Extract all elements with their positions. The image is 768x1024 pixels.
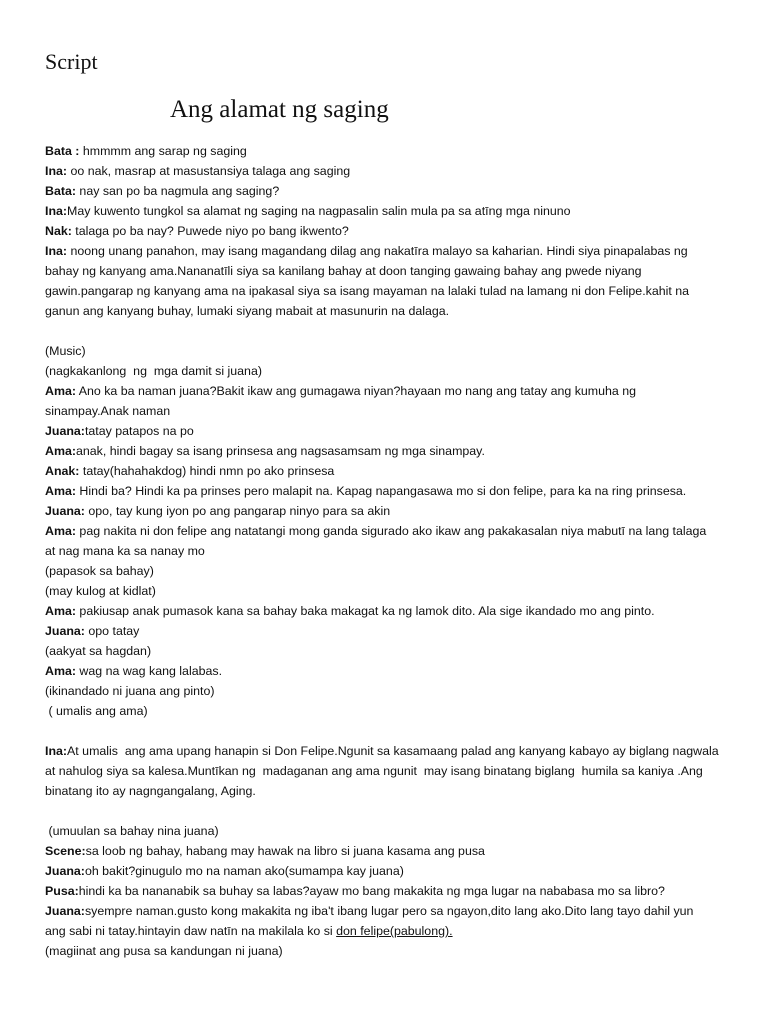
dialogue-text: opo, tay kung iyon po ang pangarap ninyo para sa akin	[84, 504, 391, 518]
script-line	[45, 841, 735, 861]
blank-line	[45, 801, 735, 821]
script-line	[45, 461, 735, 481]
script-line	[45, 521, 735, 541]
script-line	[45, 361, 735, 381]
speaker-label: Juana:	[45, 904, 85, 918]
speaker-label: Bata :	[45, 144, 80, 158]
dialogue-text: May kuwento tungkol sa alamat ng saging na nagpasalin salin mula pa sa atīng mga ninuno	[67, 204, 571, 218]
dialogue-text: (aakyat sa hagdan)	[45, 644, 152, 658]
dialogue-text: (nagkakanlong ng mga damit si juana)	[45, 364, 262, 378]
dialogue-text: pag nakita ni don felipe ang natatangi mong ganda sigurado ako ikaw ang pakakasalan niya mabutī na lang talaga	[75, 524, 707, 538]
speaker-label: Scene:	[45, 844, 86, 858]
script-line	[45, 701, 735, 721]
script-line	[45, 881, 735, 901]
script-line	[45, 761, 735, 781]
speaker-label: Ama:	[45, 604, 76, 618]
dialogue-text: noong unang panahon, may isang magandang dilag ang nakatīra malayo sa kaharian. Hindi siya pinapalabas ng	[67, 244, 688, 258]
dialogue-text: hindi ka ba nananabik sa buhay sa labas?ayaw mo bang makakita ng mga lugar na nababasa mo sa libro?	[78, 884, 665, 898]
dialogue-text: syempre naman.gusto kong makakita ng iba't ibang lugar pero sa ngayon,dito lang ako.Dito lang tayo dahil yun	[84, 904, 694, 918]
script-line	[45, 341, 735, 361]
script-line	[45, 221, 735, 241]
script-line	[45, 641, 735, 661]
script-line	[45, 141, 735, 161]
script-line	[45, 681, 735, 701]
dialogue-text: (magiinat ang pusa sa kandungan ni juana)	[45, 944, 283, 958]
script-line	[45, 901, 735, 921]
script-line	[45, 381, 735, 401]
speaker-label: Ina:	[45, 744, 68, 758]
dialogue-text: ang sabi ni tatay.hintayin daw natīn na makilala ko si	[45, 924, 337, 938]
underlined-text: don felipe(pabulong).	[336, 924, 453, 938]
dialogue-text: hmmmm ang sarap ng saging	[79, 144, 247, 158]
script-line	[45, 561, 735, 581]
script-line	[45, 301, 735, 321]
script-line	[45, 181, 735, 201]
blank-line	[45, 321, 735, 341]
script-line	[45, 941, 735, 961]
dialogue-text: (papasok sa bahay)	[45, 564, 154, 578]
dialogue-text: sinampay.Anak naman	[45, 404, 171, 418]
dialogue-text: anak, hindi bagay sa isang prinsesa ang nagsasamsam ng mga sinampay.	[75, 444, 485, 458]
dialogue-text: at nahulog siya sa kalesa.Muntīkan ng madaganan ang ama ngunit may isang binatang biglang humila sa kaniya .Ang	[45, 764, 703, 778]
dialogue-text: pakiusap anak pumasok kana sa bahay baka makagat ka ng lamok dito. Ala sige ikandado mo ang pinto.	[75, 604, 655, 618]
dialogue-text: oh bakit?ginugulo mo na naman ako(sumampa kay juana)	[84, 864, 404, 878]
speaker-label: Ama:	[45, 384, 76, 398]
script-line	[45, 621, 735, 641]
script-line	[45, 741, 735, 761]
script-line	[45, 161, 735, 181]
dialogue-text: ( umalis ang ama)	[45, 704, 148, 718]
speaker-label: Pusa:	[45, 884, 79, 898]
dialogue-text: bahay ng kanyang ama.Nananatīli siya sa kanilang bahay at doon tanging gawaing bahay ang pwede niyang	[45, 264, 642, 278]
speaker-label: Juana:	[45, 864, 85, 878]
script-line	[45, 821, 735, 841]
script-line	[45, 201, 735, 221]
dialogue-text: sa loob ng bahay, habang may hawak na libro si juana kasama ang pusa	[85, 844, 485, 858]
speaker-label: Anak:	[45, 464, 80, 478]
dialogue-text: nay san po ba nagmula ang saging?	[75, 184, 280, 198]
script-line	[45, 241, 735, 261]
script-line	[45, 861, 735, 881]
speaker-label: Nak:	[45, 224, 72, 238]
dialogue-text: tatay patapos na po	[84, 424, 194, 438]
speaker-label: Ina:	[45, 244, 68, 258]
speaker-label: Juana:	[45, 624, 85, 638]
dialogue-text: binatang ito ay nagngangalang, Aging.	[45, 784, 256, 798]
script-line	[45, 261, 735, 281]
dialogue-text: opo tatay	[84, 624, 140, 638]
dialogue-text: ganun ang kanyang buhay, lumaki siyang mabait at masunurin na dalaga.	[45, 304, 450, 318]
speaker-label: Ama:	[45, 664, 76, 678]
speaker-label: Bata:	[45, 184, 76, 198]
blank-line	[45, 721, 735, 741]
speaker-label: Juana:	[45, 424, 85, 438]
speaker-label: Ama:	[45, 484, 76, 498]
dialogue-text: (may kulog at kidlat)	[45, 584, 156, 598]
dialogue-text: oo nak, masrap at masustansiya talaga ang saging	[67, 164, 351, 178]
script-line	[45, 501, 735, 521]
document-title: Ang alamat ng saging	[170, 96, 389, 123]
dialogue-text: at nag mana ka sa nanay mo	[45, 544, 205, 558]
dialogue-text: tatay(hahahakdog) hindi nmn po ako prinsesa	[79, 464, 335, 478]
dialogue-text: (Music)	[45, 344, 86, 358]
dialogue-text: At umalis ang ama upang hanapin si Don Felipe.Ngunit sa kasamaang palad ang kanyang kabayo ay biglang nagwala	[67, 744, 719, 758]
script-line	[45, 601, 735, 621]
dialogue-text: gawin.pangarap ng kanyang ama na ipakasal siya sa isang mayaman na lalaki tulad na lamang ni don Felipe.kahit na	[45, 284, 690, 298]
document-heading: Script	[45, 49, 98, 74]
dialogue-text: talaga po ba nay? Puwede niyo po bang ikwento?	[71, 224, 349, 238]
script-line	[45, 401, 735, 421]
speaker-label: Ama:	[45, 444, 76, 458]
dialogue-text: (umuulan sa bahay nina juana)	[45, 824, 219, 838]
dialogue-text: Ano ka ba naman juana?Bakit ikaw ang gumagawa niyan?hayaan mo nang ang tatay ang kumuha ng	[75, 384, 637, 398]
script-line	[45, 281, 735, 301]
speaker-label: Ama:	[45, 524, 76, 538]
script-line	[45, 781, 735, 801]
speaker-label: Ina:	[45, 164, 68, 178]
dialogue-text: Hindi ba? Hindi ka pa prinses pero malapit na. Kapag napangasawa mo si don felipe, para ka na ring prinsesa.	[75, 484, 687, 498]
dialogue-text: (ikinandado ni juana ang pinto)	[45, 684, 215, 698]
script-line	[45, 581, 735, 601]
script-line	[45, 421, 735, 441]
speaker-label: Ina:	[45, 204, 68, 218]
script-line	[45, 541, 735, 561]
script-body	[45, 141, 735, 961]
dialogue-text: wag na wag kang lalabas.	[75, 664, 223, 678]
script-line	[45, 441, 735, 461]
script-line	[45, 661, 735, 681]
speaker-label: Juana:	[45, 504, 85, 518]
script-line	[45, 481, 735, 501]
script-line	[45, 921, 735, 941]
